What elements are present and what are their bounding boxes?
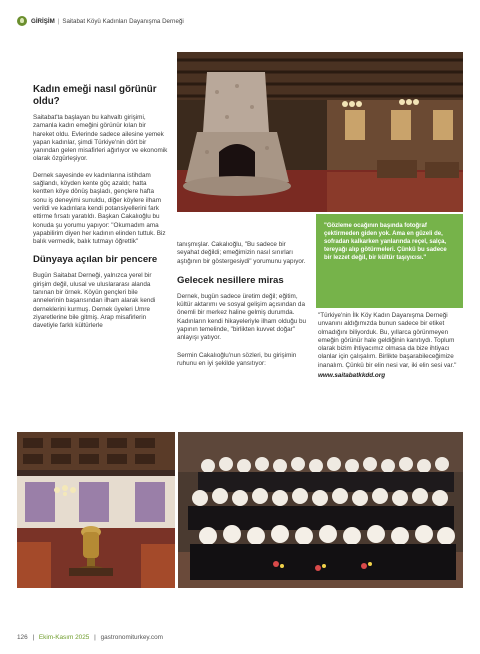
association-group-photo xyxy=(178,432,463,588)
section-heading: Gelecek nesillere miras xyxy=(177,274,284,286)
paragraph: Saitabat'ta başlayan bu kahvaltı girişimi, zamanla kadın emeğini görünür kılan bir hareket oldu. Evlerinde sadece ailesine yemek yapan kadınlar, şimdi Türkiye'nin dört bir yanından gelen misafirleri ağırlıyor ve ekonomik olarak özgürleşiyor. xyxy=(33,114,168,163)
section-heading: Dünyaya açılan bir pencere xyxy=(33,254,158,266)
page-footer xyxy=(17,634,163,641)
website-link[interactable]: www.saitabatkkdd.org xyxy=(318,372,386,380)
restaurant-interior-photo xyxy=(177,52,463,212)
pull-quote-text: "Gözleme ocağının başında fotoğraf çektirmeden giden yok. Ama en güzeli de, sofradan kalkarken yanlarında reçel, salça, tereyağı alıp götürmeleri. Çünkü bu sadece bir lezzet değil, bir kültür taşıyıcısı." xyxy=(324,223,447,261)
header-title: Saitabat Köyü Kadınları Dayanışma Derneği xyxy=(62,17,184,25)
footer-website[interactable]: gastronomiturkey.com xyxy=(100,634,163,641)
paragraph: Sermin Cakalıoğlu'nun sözleri, bu girişimin ruhunu en iyi şekilde yansıtıyor: xyxy=(177,351,297,367)
paragraph: tanışmışlar. Cakalıoğlu, "Bu sadece bir seyahat değildi; emeğimizin nasıl sınırları aştığının bir göstergesiydi" yorumunu yapıyor. xyxy=(177,241,306,265)
column-2 xyxy=(177,241,307,373)
running-header xyxy=(17,13,184,29)
pull-quote-box xyxy=(316,214,463,308)
issue-date: Ekim-Kasım 2025 xyxy=(38,634,90,641)
column-3 xyxy=(318,312,464,380)
section-label: GİRİŞİM xyxy=(31,17,55,25)
header-separator: | xyxy=(57,17,60,25)
leaf-logo-icon xyxy=(17,16,27,26)
guest-hall-photo xyxy=(17,432,175,588)
paragraph: Bugün Saitabat Derneği, yalnızca yerel bir girişim değil, ulusal ve uluslararası alanda tanınan bir örnek. Köyün gençleri bile annelerinin başarısından ilham alarak kendi derneklerini kurmuş. Dernek üyeleri Umre ziyaretlerine bile gitmiş. Arap misafirlerin davetiyle farklı kültürlerle xyxy=(33,272,156,330)
section-heading: Kadın emeği nasıl görünür oldu? xyxy=(33,84,157,107)
paragraph: Dernek sayesinde ev kadınlarına istihdam sağlandı, köyden kente göç azaldı; hatta kentten köye dönüş başladı, gençlere hafta sonu iş deneyimi sunuldu, diğer köylere ilham verildi ve kadınlara kendi potansiyellerini fark ettirme fırsatı yaratıldı. Başkan Cakalıoğlu bu konuda şu yorumu yapıyor: "Okumadım ama yapabilirim diyen her kadının elinden tuttuk. Biz balık vermedik, balık tutmayı öğrettik" xyxy=(33,171,166,246)
paragraph: Dernek, bugün sadece üretim değil; eğitim, kültür aktarımı ve sosyal gelişim açısından da önemli bir merkez haline gelmiş durumda. Kadınların kendi hikayeleriyle ilham olduğu bu yapının temelinde, "birlikten kuvvet doğar" anlayışı yatıyor. xyxy=(177,292,307,342)
footer-separator: | xyxy=(94,634,96,641)
page-number: 126 xyxy=(17,634,28,641)
column-1 xyxy=(33,84,168,336)
footer-separator: | xyxy=(32,634,35,641)
quote-paragraph: "Türkiye'nin İlk Köy Kadın Dayanışma Derneği unvanını aldığımızda bunun sadece bir etiket olmadığını biliyorduk. Bu, yıllarca görünmeyen emeğin görünür hale geldiğinin kanıtıydı. Toplum olarak bizim ihtiyacımız olmasa da bize ihtiyacı olanlar için çalışalım. Birlikte başarabileceğimize inanalım. Çünkü bir elin nesi var, iki elin sesi var." xyxy=(318,312,457,369)
